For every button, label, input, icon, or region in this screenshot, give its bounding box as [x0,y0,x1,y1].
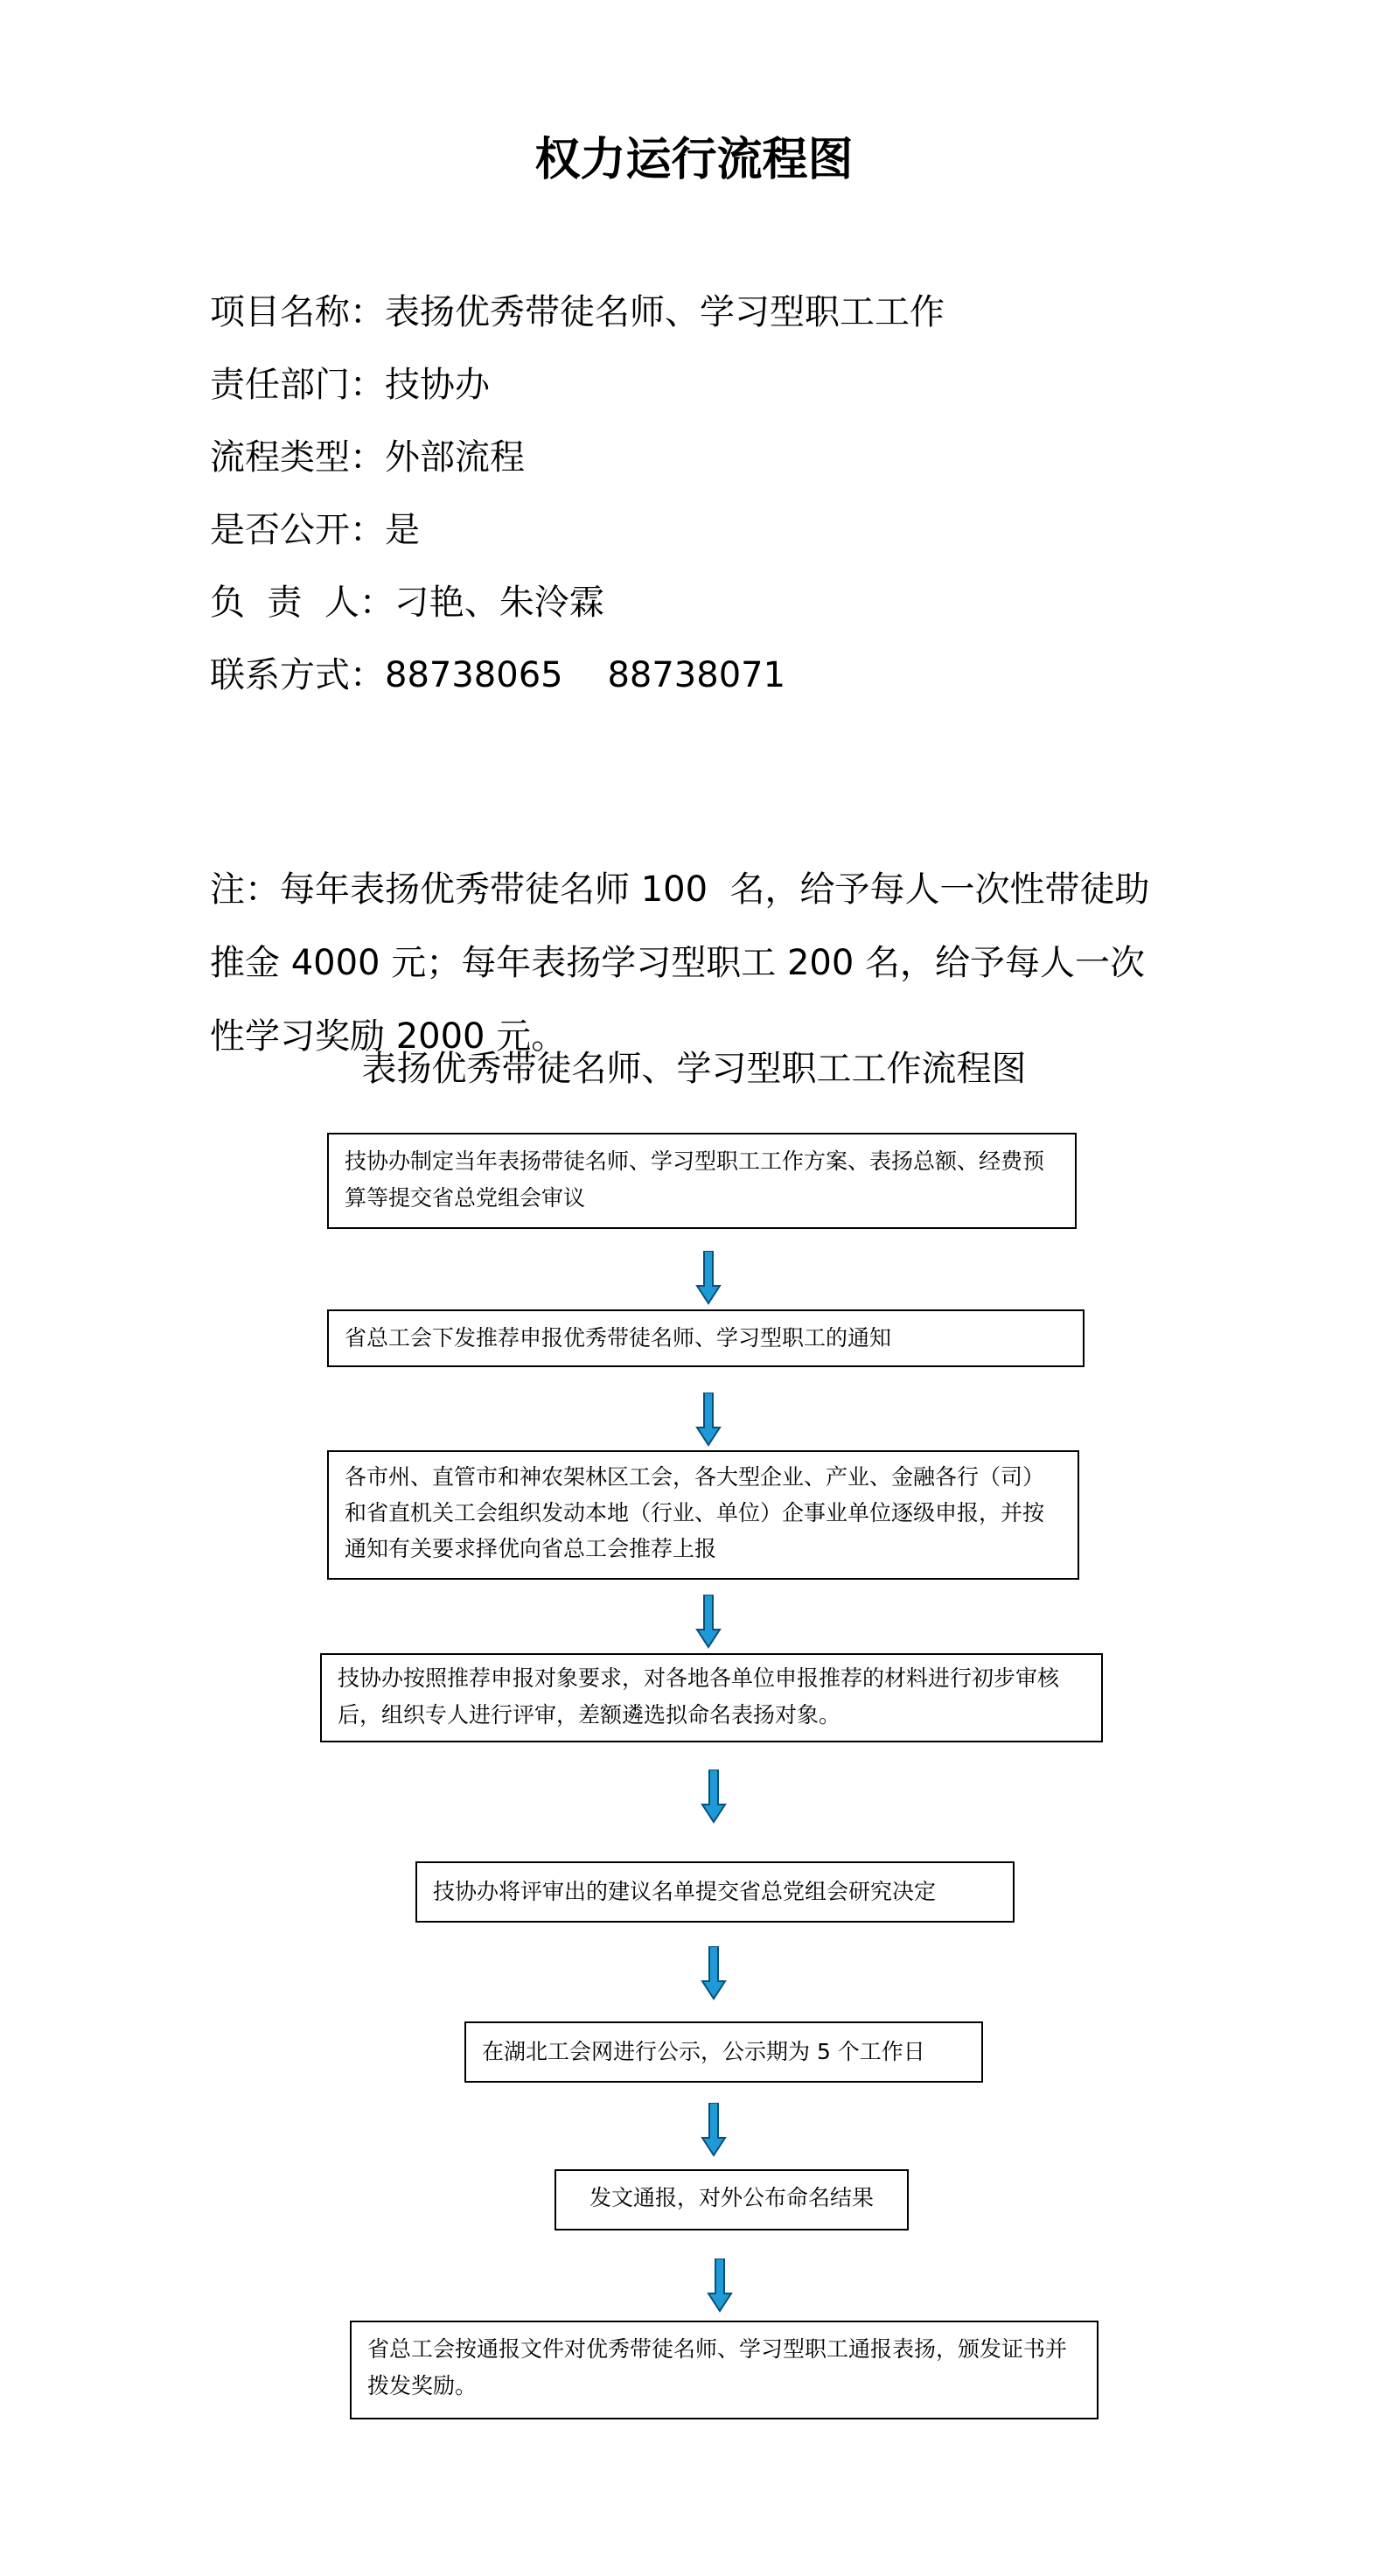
note [210,853,1198,1073]
flow-step-4: 技协办按照推荐申报对象要求，对各地各单位申报推荐的材料进行初步审核后，组织专人进行评审，差额遴选拟命名表扬对象。 [320,1653,1103,1742]
down-arrow-icon [707,2258,733,2313]
flow-step-7: 发文通报，对外公布命名结果 [555,2169,909,2230]
info-row-project-name: 项目名称：表扬优秀带徒名师、学习型职工工作 [210,292,945,332]
info-row-process-type: 流程类型：外部流程 [210,437,525,478]
note-line: 注：每年表扬优秀带徒名师 100 名，给予每人一次性带徒助 [210,869,1150,910]
flow-chart-title: 表扬优秀带徒名师、学习型职工工作流程图 [361,1049,1027,1089]
flow-step-8: 省总工会按通报文件对优秀带徒名师、学习型职工通报表扬，颁发证书并拨发奖励。 [350,2321,1099,2419]
down-arrow-icon [701,1946,727,2000]
info-value: 是 [385,510,420,550]
info-value: 刁艳、朱泠霖 [394,583,604,623]
info-value: 外部流程 [385,437,525,478]
info-label: 联系方式 [210,655,350,695]
info-value: 88738065 88738071 [385,655,786,695]
info-row-contact: 联系方式：88738065 88738071 [210,655,786,695]
info-value: 表扬优秀带徒名师、学习型职工工作 [385,292,945,332]
info-row-person-in-charge: 负 责 人：刁艳、朱泠霖 [210,583,604,623]
info-label: 是否公开 [210,510,350,550]
info-row-department: 责任部门：技协办 [210,365,490,405]
flow-step-3: 各市州、直管市和神农架林区工会，各大型企业、产业、金融各行（司）和省直机关工会组织发动本地（行业、单位）企事业单位逐级申报，并按通知有关要求择优向省总工会推荐上报 [327,1450,1079,1580]
down-arrow-icon [695,1393,722,1447]
flow-step-1: 技协办制定当年表扬带徒名师、学习型职工工作方案、表扬总额、经费预算等提交省总党组会审议 [327,1133,1077,1229]
info-value: 技协办 [385,365,490,405]
down-arrow-icon [701,1770,727,1824]
info-row-public: 是否公开：是 [210,510,420,550]
flow-step-6: 在湖北工会网进行公示，公示期为 5 个工作日 [464,2021,983,2083]
flow-step-5: 技协办将评审出的建议名单提交省总党组会研究决定 [415,1861,1015,1923]
page-title: 权力运行流程图 [534,133,854,186]
info-label: 负 责 人 [210,583,359,623]
note-line: 推金 4000 元；每年表扬学习型职工 200 名，给予每人一次 [210,943,1146,983]
project-info [210,276,945,712]
down-arrow-icon [695,1251,722,1305]
info-label: 项目名称 [210,292,350,332]
flow-step-2: 省总工会下发推荐申报优秀带徒名师、学习型职工的通知 [327,1309,1085,1367]
down-arrow-icon [695,1595,722,1649]
note-line: 性学习奖励 2000 元。 [210,1016,567,1057]
info-label: 责任部门 [210,365,350,405]
info-label: 流程类型 [210,437,350,478]
down-arrow-icon [701,2103,727,2157]
